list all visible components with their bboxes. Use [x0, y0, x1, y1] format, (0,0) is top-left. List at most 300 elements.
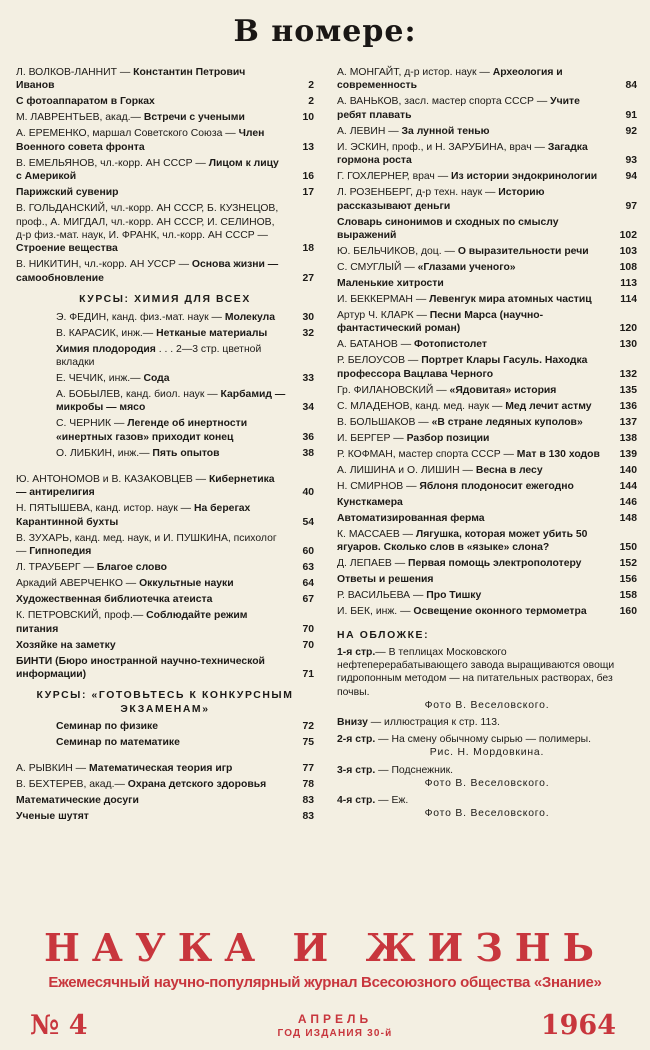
- entry-title: Из истории эндокринологии: [451, 171, 598, 183]
- entry-text: [16, 532, 286, 559]
- cover-item: [337, 794, 637, 820]
- cover-heading: НА ОБЛОЖКЕ:: [337, 629, 430, 641]
- entry-row: [337, 496, 637, 509]
- entry-text: [16, 95, 286, 108]
- cover-item-description: — иллюстрация к стр. 113.: [367, 717, 500, 729]
- entry-title: Хозяйке на заметку: [16, 639, 116, 651]
- entry-author: С. ЧЕРНИК —: [56, 418, 128, 430]
- cover-item-text: [337, 794, 637, 807]
- entry-author: Д. ЛЕПАЕВ —: [337, 558, 408, 570]
- entry-text: [337, 557, 609, 570]
- entry-row: [16, 810, 314, 823]
- contents-entry: [16, 417, 314, 444]
- entry-text: [337, 338, 609, 351]
- entry-title: С фотоаппаратом в Горках: [16, 96, 155, 108]
- entry-page-number: 93: [625, 155, 637, 167]
- entry-row: [337, 400, 637, 413]
- contents-entry: [16, 532, 314, 559]
- entry-author: Ю. АНТОНОМОВ и В. КАЗАКОВЦЕВ —: [16, 473, 209, 485]
- cover-item-description: — На смену обычному сырью — полимеры.: [375, 734, 591, 746]
- entry-title: Парижский сувенир: [16, 187, 119, 199]
- contents-entry: [16, 186, 314, 199]
- cover-item-text: [337, 646, 637, 699]
- entry-row: [337, 512, 637, 525]
- entry-text: [16, 593, 286, 606]
- contents-entry: [16, 343, 314, 370]
- entry-page-number: 72: [302, 721, 314, 733]
- entry-title: «Глазами ученого»: [417, 262, 516, 274]
- entry-row: [337, 338, 637, 351]
- contents-entry: [16, 157, 314, 184]
- entry-row: [16, 127, 314, 154]
- entry-row: [337, 216, 637, 243]
- entry-row: [16, 202, 314, 256]
- contents-entry: [16, 111, 314, 124]
- entry-title: Кибернетика — антирелигия: [16, 473, 275, 499]
- entry-text: [337, 354, 609, 381]
- entry-page-number: 152: [619, 558, 637, 570]
- entry-row: [337, 170, 637, 183]
- entry-page-number: 91: [625, 109, 637, 121]
- entry-author: Л. ТРАУБЕРГ —: [16, 562, 97, 574]
- cover-items: [337, 646, 637, 820]
- entry-text: [337, 261, 609, 274]
- entry-title: Сода: [143, 373, 170, 385]
- entry-page-number: 71: [302, 668, 314, 680]
- entry-title: Охрана детского здоровья: [127, 779, 267, 791]
- entry-page-number: 18: [302, 243, 314, 255]
- entry-row: [16, 762, 314, 775]
- entry-text: [337, 448, 609, 461]
- entry-title: Маленькие хитрости: [337, 278, 444, 290]
- magazine-name: НАУКА И ЖИЗНЬ: [44, 925, 606, 970]
- entry-text: [16, 778, 286, 791]
- entry-row: [337, 293, 637, 306]
- entry-text: [16, 111, 286, 124]
- contents-entry: [16, 473, 314, 500]
- entry-title: Гипнопедия: [29, 546, 92, 558]
- entry-author: Н. ПЯТЫШЕВА, канд. истор. наук —: [16, 503, 194, 515]
- entry-author: В. БЕХТЕРЕВ, акад.—: [16, 779, 128, 791]
- entry-page-number: 103: [619, 246, 637, 258]
- section-heading: КУРСЫ: «ГОТОВЬТЕСЬ К КОНКУРСНЫМ ЭКЗАМЕНАМ»: [36, 690, 294, 715]
- contents-entry: [337, 605, 637, 618]
- entry-row: [337, 277, 637, 290]
- entry-page-number: 138: [619, 432, 637, 444]
- entry-author: А. МОНГАЙТ, д-р истор. наук —: [337, 67, 493, 78]
- entry-title: О выразительности речи: [457, 246, 589, 258]
- entry-title: За лунной тенью: [401, 125, 490, 137]
- entry-row: [16, 609, 314, 636]
- contents-entry: [16, 502, 314, 529]
- entry-row: [16, 388, 314, 415]
- entry-page-number: 113: [620, 278, 637, 290]
- cover-item: [337, 716, 637, 729]
- issue-footer: [0, 1010, 650, 1044]
- entry-author: А. ЛЕВИН —: [337, 125, 402, 137]
- entry-title: Благое слово: [96, 562, 167, 574]
- entry-row: [337, 605, 637, 618]
- cover-item: [337, 646, 637, 712]
- contents-entry: [337, 141, 637, 168]
- entry-text: [16, 258, 286, 285]
- contents-entry: [337, 95, 637, 122]
- entry-text: [337, 141, 609, 168]
- entry-text: [337, 186, 609, 213]
- entry-title: Весна в лесу: [475, 464, 543, 476]
- entry-text: [337, 589, 609, 602]
- contents-entry: [337, 400, 637, 413]
- entry-page-number: 139: [619, 448, 637, 460]
- entry-author: В. БОЛЬШАКОВ —: [337, 416, 432, 428]
- entry-text: [337, 528, 609, 555]
- right-entries: [337, 66, 637, 619]
- entry-text: [337, 384, 609, 397]
- cover-item-description: — Еж.: [375, 795, 409, 807]
- contents-entry: [337, 354, 637, 381]
- entry-page-number: 63: [302, 562, 314, 574]
- entry-text: [337, 277, 609, 290]
- entry-page-number: 146: [619, 496, 637, 508]
- entry-title: БИНТИ (Бюро иностранной научно-технической информации): [16, 655, 265, 680]
- entry-title: Про Тишку: [426, 590, 482, 602]
- entry-title: Освещение оконного термометра: [413, 606, 587, 618]
- entry-author: М. ЛАВРЕНТЬЕВ, акад.—: [16, 112, 144, 124]
- contents-right-column: [337, 66, 637, 825]
- cover-item-text: [337, 764, 637, 777]
- contents-entry: [337, 309, 637, 336]
- contents-entry: [337, 557, 637, 570]
- entry-title: Ученые шутят: [16, 811, 89, 823]
- entry-page-number: 60: [302, 546, 314, 558]
- entry-page-number: 77: [302, 763, 314, 775]
- entry-page-number: 156: [619, 574, 637, 586]
- issue-number: № 4: [30, 1010, 88, 1041]
- contents-entry: [337, 464, 637, 477]
- entry-author: В. НИКИТИН, чл.-корр. АН УССР —: [16, 259, 192, 271]
- cover-item-label: 3-я стр.: [337, 764, 376, 776]
- contents-entry: [16, 655, 314, 682]
- entry-page-number: 83: [302, 811, 314, 823]
- entry-author: А. БОБЫЛЕВ, канд. биол. наук —: [56, 389, 221, 401]
- entry-row: [337, 448, 637, 461]
- entry-row: [337, 261, 637, 274]
- masthead: [0, 925, 650, 991]
- entry-row: [337, 464, 637, 477]
- entry-author: А. РЫВКИН —: [16, 763, 89, 775]
- entry-row: [16, 502, 314, 529]
- contents-entry: [337, 573, 637, 586]
- entry-author: В. ЗУХАРЬ, канд. мед. наук, и И. ПУШКИНА, психолог —: [16, 532, 277, 558]
- entry-row: [16, 311, 314, 324]
- contents-entry: [16, 372, 314, 385]
- entry-author: А. ЛИШИНА и О. ЛИШИН —: [337, 464, 476, 476]
- entry-title: Историю рассказывают деньги: [337, 187, 545, 212]
- entry-author: Э. ФЕДИН, канд. физ.-мат. наук —: [56, 311, 225, 323]
- entry-title: Загадка гормона роста: [337, 141, 588, 167]
- entry-page-number: 137: [619, 416, 637, 428]
- entry-page-number: 78: [302, 779, 314, 791]
- entry-row: [337, 354, 637, 381]
- contents-entry: [16, 762, 314, 775]
- entry-row: [337, 432, 637, 445]
- entry-page-number: 70: [302, 623, 314, 635]
- contents-entry: [16, 720, 314, 733]
- entry-row: [16, 327, 314, 340]
- entry-row: [16, 639, 314, 652]
- entry-row: [337, 141, 637, 168]
- entry-page-number: 38: [302, 447, 314, 459]
- entry-author: Г. ГОХЛЕРНЕР, врач —: [337, 171, 451, 183]
- entry-text: [16, 561, 286, 574]
- entry-text: [16, 202, 286, 256]
- entry-text: [337, 125, 609, 138]
- entry-text: [337, 245, 609, 258]
- issue-month: АПРЕЛЬ: [297, 1012, 373, 1026]
- entry-title: Константин Петрович Иванов: [16, 67, 246, 92]
- contents-entry: [16, 127, 314, 154]
- entry-text: [16, 720, 286, 733]
- entry-page-number: 132: [619, 368, 637, 380]
- entry-page-number: 148: [619, 512, 637, 524]
- entry-author: В. ЕМЕЛЬЯНОВ, чл.-корр. АН СССР —: [16, 157, 209, 169]
- entry-row: [337, 384, 637, 397]
- entry-page-number: 16: [302, 171, 314, 183]
- entry-text: [16, 736, 286, 749]
- entry-text: [16, 417, 286, 444]
- issue-date: [270, 1012, 400, 1039]
- contents-entry: [337, 416, 637, 429]
- entry-page-number: 30: [302, 311, 314, 323]
- entry-title: «В стране ледяных куполов»: [431, 416, 583, 428]
- entry-title: Автоматизированная ферма: [337, 512, 485, 524]
- contents-entry: [16, 327, 314, 340]
- magazine-subtitle: Ежемесячный научно-популярный журнал Всесоюзного общества «Знание»: [48, 974, 602, 991]
- entry-title: Нетканые материалы: [156, 327, 268, 339]
- contents-entry: [337, 293, 637, 306]
- entry-title: Соблюдайте режим питания: [16, 610, 248, 635]
- entry-author: С. СМУГЛЫЙ —: [337, 262, 418, 274]
- entry-title: Кунсткамера: [337, 496, 403, 508]
- entry-title: Учите ребят плавать: [337, 96, 580, 121]
- cover-item-label: Внизу: [337, 717, 368, 729]
- entry-author: Аркадий АВЕРЧЕНКО —: [16, 578, 140, 590]
- entry-title: Встречи с учеными: [143, 112, 245, 124]
- contents-entry: [16, 593, 314, 606]
- entry-title: Математические досуги: [16, 795, 139, 807]
- entry-author: Р. КОФМАН, мастер спорта СССР —: [337, 448, 517, 460]
- page-title: В номере:: [233, 14, 417, 49]
- entry-page-number: 10: [302, 112, 314, 124]
- entry-text: [16, 327, 286, 340]
- contents-entry: [16, 609, 314, 636]
- entry-page-number: 75: [302, 737, 314, 749]
- contents-entry: [337, 448, 637, 461]
- entry-title: Оккультные науки: [139, 578, 234, 590]
- issue-year: 1964: [540, 1010, 616, 1041]
- section-heading: КУРСЫ: ХИМИЯ ДЛЯ ВСЕХ: [79, 294, 251, 306]
- entry-page-number: 32: [302, 327, 314, 339]
- entry-title: Строение вещества: [16, 243, 118, 255]
- contents-entry: [337, 432, 637, 445]
- cover-item-credit: Фото В. Веселовского.: [424, 777, 550, 789]
- entry-title: Первая помощь электрополотеру: [407, 558, 582, 570]
- entry-text: [337, 605, 609, 618]
- contents-entry: [16, 258, 314, 285]
- entry-row: [16, 655, 314, 682]
- entry-text: [16, 810, 286, 823]
- contents-entry: [16, 202, 314, 256]
- contents-entry: [337, 589, 637, 602]
- entry-author: И. БЕК, инж. —: [337, 606, 414, 618]
- entry-title: Портрет Клары Гасуль. Находка профессора Вацлава Черного: [337, 355, 588, 380]
- entry-row: [16, 736, 314, 749]
- entry-row: [16, 343, 314, 370]
- entry-text: [16, 473, 286, 500]
- entry-page-number: 83: [302, 795, 314, 807]
- entry-title: Фотопистолет: [414, 339, 487, 351]
- entry-title: Мед лечит астму: [505, 400, 592, 412]
- entry-page-number: 2: [308, 96, 314, 108]
- cover-item-label: 1-я стр.: [337, 647, 376, 659]
- entry-text: [337, 95, 609, 122]
- cover-item-text: [337, 716, 637, 729]
- entry-text: [16, 609, 286, 636]
- entry-row: [337, 573, 637, 586]
- entry-author: А. ВАНЬКОВ, засл. мастер спорта СССР —: [337, 96, 551, 108]
- entry-page-number: 158: [619, 590, 637, 602]
- entry-author: Ю. БЕЛЬЧИКОВ, доц. —: [337, 246, 458, 258]
- entry-row: [337, 589, 637, 602]
- entry-row: [16, 417, 314, 444]
- entry-row: [16, 447, 314, 460]
- contents-heading-wrap: [0, 14, 650, 49]
- contents-entry: [337, 496, 637, 509]
- entry-row: [16, 186, 314, 199]
- entry-text: [16, 388, 286, 415]
- entry-title: На берегах Карантинной бухты: [16, 503, 251, 528]
- entry-title: Химия плодородия: [56, 343, 156, 355]
- contents-entry: [16, 388, 314, 415]
- entry-text: [16, 311, 286, 324]
- entry-row: [16, 66, 314, 93]
- contents-left-column: [16, 66, 314, 826]
- cover-item-text: [337, 733, 637, 746]
- entry-page-number: 36: [302, 431, 314, 443]
- entry-author: Л. РОЗЕНБЕРГ, д-р техн. наук —: [337, 187, 499, 199]
- entry-text: [337, 480, 609, 493]
- entry-page-number: 97: [625, 200, 637, 212]
- contents-entry: [337, 170, 637, 183]
- contents-entry: [16, 736, 314, 749]
- entry-author: С. МЛАДЕНОВ, канд. мед. наук —: [337, 400, 506, 412]
- entry-page-number: 140: [619, 464, 637, 476]
- entry-row: [337, 557, 637, 570]
- entry-text: [16, 502, 286, 529]
- entry-author: А. БАТАНОВ —: [337, 339, 415, 351]
- entry-row: [337, 416, 637, 429]
- contents-entry: [337, 528, 637, 555]
- contents-entry: [16, 794, 314, 807]
- entry-title: Разбор позиции: [406, 432, 490, 444]
- entry-title: «Ядовитая» история: [449, 384, 557, 396]
- contents-entry: [16, 577, 314, 590]
- cover-item-credit: Рис. Н. Мордовкина.: [429, 747, 545, 759]
- entry-page-number: 94: [625, 171, 637, 183]
- entry-text: [16, 343, 286, 370]
- contents-entry: [337, 338, 637, 351]
- entry-page-number: 67: [302, 594, 314, 606]
- entry-text: [337, 416, 609, 429]
- entry-title: Карбамид — микробы — мясо: [56, 389, 286, 414]
- entry-title: Песни Марса (научно-фантастический роман): [337, 310, 544, 335]
- entry-row: [16, 157, 314, 184]
- entry-row: [337, 245, 637, 258]
- entry-author: Гр. ФИЛАНОВСКИЙ —: [337, 384, 450, 396]
- entry-title: Легенде об инертности «инертных газов» приходит конец: [56, 418, 248, 443]
- entry-title: Пять опытов: [152, 447, 220, 459]
- contents-entry: [16, 778, 314, 791]
- entry-title: Лягушка, которая может убить 50 ягуаров. Сколько слов в «языке» слона?: [337, 528, 588, 554]
- entry-text: [16, 127, 286, 154]
- cover-item-description: — Подснежник.: [375, 764, 454, 776]
- entry-text: [337, 216, 609, 243]
- entry-text: [16, 66, 286, 93]
- entry-page-number: 130: [619, 339, 637, 351]
- entry-author: Л. ВОЛКОВ-ЛАННИТ —: [16, 67, 134, 78]
- entry-page-number: 40: [302, 487, 314, 499]
- entry-text: [337, 66, 609, 93]
- entry-text: [16, 655, 286, 682]
- contents-entry: [337, 512, 637, 525]
- entry-page-number: 135: [619, 384, 637, 396]
- spacer: [16, 463, 314, 473]
- entry-text: [337, 432, 609, 445]
- entry-page-number: 27: [302, 272, 314, 284]
- entry-row: [16, 95, 314, 108]
- cover-item-credit: Фото В. Веселовского.: [424, 699, 550, 711]
- entry-page-number: 2: [308, 80, 314, 92]
- entry-row: [16, 111, 314, 124]
- entry-page-number: 84: [625, 80, 637, 92]
- entry-title: Основа жизни — самообновление: [16, 259, 279, 284]
- entry-row: [337, 186, 637, 213]
- entry-title: Мат в 130 ходов: [516, 448, 600, 460]
- entry-title: Археология и современность: [337, 67, 563, 92]
- entry-author: К. МАССАЕВ —: [337, 528, 416, 540]
- entry-author: Р. БЕЛОУСОВ —: [337, 355, 422, 367]
- contents-entry: [16, 66, 314, 93]
- cover-item: [337, 733, 637, 759]
- entry-author: К. ПЕТРОВСКИЙ, проф.—: [16, 610, 147, 622]
- entry-title: Ответы и решения: [337, 574, 434, 586]
- entry-page-number: 102: [619, 230, 637, 242]
- entry-page-number: 17: [302, 187, 314, 199]
- entry-title: Лицом к лицу с Америкой: [16, 157, 279, 183]
- cover-item-credit: Фото В. Веселовского.: [424, 808, 550, 820]
- entry-author: И. ЭСКИН, проф., и Н. ЗАРУБИНА, врач —: [337, 141, 548, 153]
- entry-page-number: 13: [302, 141, 314, 153]
- entry-text: [337, 170, 609, 183]
- entry-page-number: 54: [302, 516, 314, 528]
- entry-author: Артур Ч. КЛАРК —: [337, 310, 430, 322]
- entry-title: Член Военного совета фронта: [16, 128, 265, 153]
- entry-author: А. ЕРЕМЕНКО, маршал Советского Союза —: [16, 128, 239, 140]
- entry-text: [337, 573, 609, 586]
- entry-row: [16, 794, 314, 807]
- contents-entry: [16, 639, 314, 652]
- entry-page-number: 34: [302, 402, 314, 414]
